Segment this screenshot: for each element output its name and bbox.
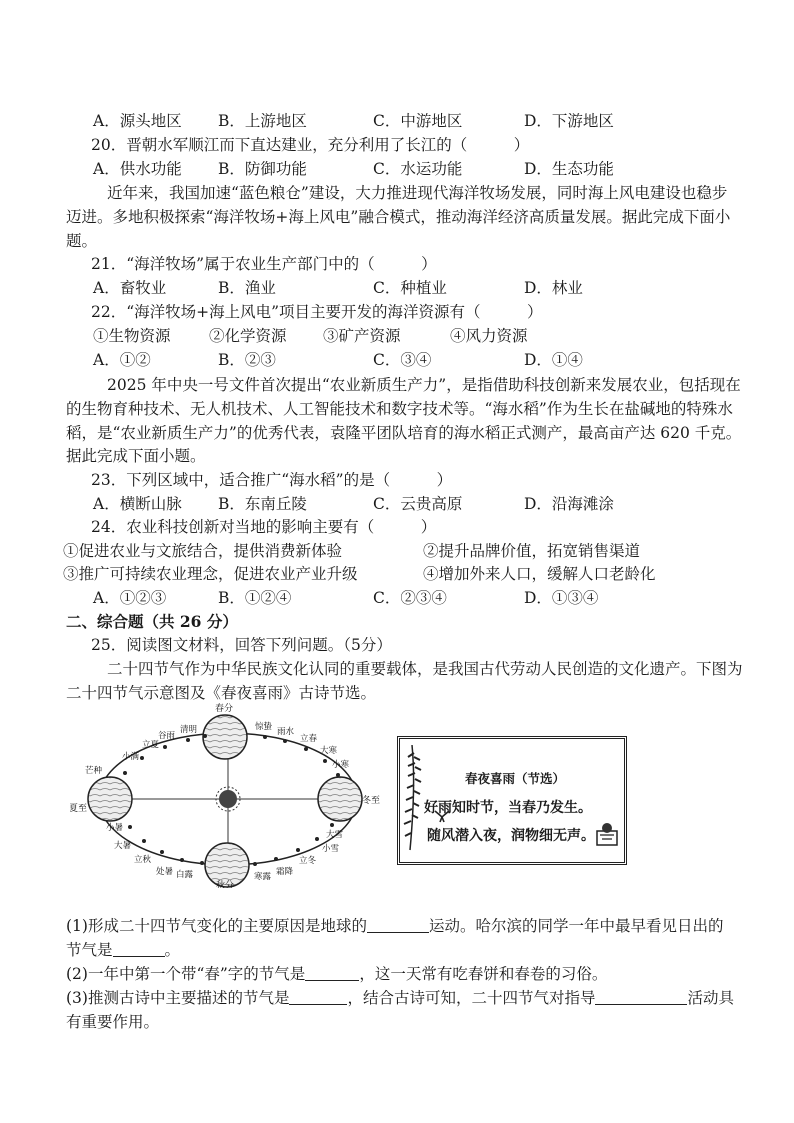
term-jingzhe: 惊蛰 bbox=[255, 722, 273, 732]
earth-dongzhi bbox=[318, 777, 362, 821]
term-xiaoman: 小满 bbox=[122, 752, 140, 762]
term-lixia: 立夏 bbox=[142, 740, 160, 750]
q25-stem: 25．阅读图文材料，回答下列问题。（5分） bbox=[91, 636, 392, 654]
q22-item-4: ④风力资源 bbox=[450, 327, 528, 345]
q20-option-b: B．防御功能 bbox=[218, 160, 307, 178]
term-dashu: 大暑 bbox=[114, 841, 132, 851]
poem-title: 春夜喜雨（节选） bbox=[465, 771, 566, 786]
sub1-line1 bbox=[66, 915, 723, 937]
passage2-line1: 2025 年中央一号文件首次提出“农业新质生产力”，是指借助科技创新来发展农业，包括现在 bbox=[107, 376, 741, 394]
q24-item-3: ③推广可持续农业理念，促进农业产业升级 bbox=[63, 565, 358, 583]
q22-stem: 22．“海洋牧场+海上风电”项目主要开发的海洋资源有（ ） bbox=[91, 303, 543, 321]
q19-option-b: B．上游地区 bbox=[218, 112, 307, 130]
term-chushu: 处暑 bbox=[156, 867, 174, 877]
q24-stem: 24．农业科技创新对当地的影响主要有（ ） bbox=[91, 518, 437, 536]
sub2-text-a: (2)一年中第一个带“春”字的节气是 bbox=[66, 965, 306, 983]
q20-option-c: C．水运功能 bbox=[373, 160, 463, 178]
term-hanlu: 寒露 bbox=[254, 872, 272, 882]
q22-option-a: A．①② bbox=[93, 351, 151, 369]
term-mangzhong: 芒种 bbox=[85, 766, 103, 776]
q22-option-c: C．③④ bbox=[373, 351, 432, 369]
poem-box bbox=[397, 736, 627, 865]
passage1-line2: 迈进。多地积极探索“海洋牧场+海上风电”融合模式，推动海洋经济高质量发展。据此完成下面小 bbox=[66, 208, 731, 226]
term-chunfen: 春分 bbox=[215, 704, 234, 714]
term-xiazhi: 夏至 bbox=[70, 804, 88, 814]
q19-option-c: C．中游地区 bbox=[373, 112, 463, 130]
term-qiufen: 秋分 bbox=[216, 881, 235, 888]
poem-line2: 随风潜入夜，润物细无声。 bbox=[427, 828, 595, 844]
sub3-line1 bbox=[66, 987, 734, 1009]
sub3-blank-1[interactable] bbox=[289, 988, 347, 1005]
term-xiaoxue: 小雪 bbox=[322, 844, 340, 854]
q25-intro-line2: 二十四节气示意图及《春夜喜雨》古诗节选。 bbox=[66, 684, 377, 702]
q22-item-2: ②化学资源 bbox=[209, 327, 287, 345]
term-guyu: 谷雨 bbox=[158, 731, 176, 741]
q20-stem: 20．晋朝水军顺江而下直达建业，充分利用了长江的（ ） bbox=[91, 136, 530, 154]
q22-option-d: D．①④ bbox=[524, 351, 583, 369]
term-liqiu: 立秋 bbox=[134, 855, 152, 865]
sub2-blank[interactable] bbox=[305, 964, 359, 981]
q23-option-a: A．横断山脉 bbox=[93, 495, 182, 513]
q19-option-d: D．下游地区 bbox=[524, 112, 614, 130]
sub1-blank-1[interactable] bbox=[367, 916, 429, 933]
q24-item-4: ④增加外来人口，缓解人口老龄化 bbox=[423, 565, 656, 583]
passage2-line3: 稻，是“农业新质生产力”的优秀代表，袁隆平团队培育的海水稻正式测产，最高亩产达 620 千克。 bbox=[66, 424, 742, 442]
sub1-text-c: 节气是 bbox=[66, 941, 113, 959]
term-lichun: 立春 bbox=[300, 734, 318, 744]
q19-option-a: A．源头地区 bbox=[93, 112, 182, 130]
q21-stem: 21．“海洋牧场”属于农业生产部门中的（ ） bbox=[91, 255, 437, 273]
q23-option-d: D．沿海滩涂 bbox=[524, 495, 614, 513]
term-lidong: 立冬 bbox=[299, 856, 317, 866]
q21-option-c: C．种植业 bbox=[373, 279, 447, 297]
sub1-text-end: 。 bbox=[164, 941, 181, 959]
term-bailu: 白露 bbox=[176, 870, 194, 880]
sub1-text-b: 运动。哈尔滨的同学一年中最早看见日出的 bbox=[428, 917, 724, 935]
q20-option-a: A．供水功能 bbox=[93, 160, 182, 178]
sun-icon bbox=[216, 787, 240, 811]
passage1-line1: 近年来，我国加速“蓝色粮仓”建设，大力推进现代海洋牧场发展，同时海上风电建设也稳步 bbox=[107, 184, 728, 202]
sub3-blank-2[interactable] bbox=[595, 988, 687, 1005]
scholar-figure-icon bbox=[594, 821, 622, 847]
q22-item-1: ①生物资源 bbox=[93, 327, 171, 345]
term-shuangjiang: 霜降 bbox=[276, 867, 294, 877]
term-dahan: 大寒 bbox=[320, 746, 338, 756]
q21-option-a: A．畜牧业 bbox=[93, 279, 167, 297]
term-qingming: 清明 bbox=[180, 725, 198, 735]
q24-option-b: B．①②④ bbox=[218, 589, 292, 607]
q24-option-a: A．①②③ bbox=[93, 589, 167, 607]
term-xiaohan: 小寒 bbox=[332, 760, 350, 770]
solar-terms-diagram bbox=[70, 703, 390, 892]
term-daxue: 大雪 bbox=[326, 830, 344, 840]
section-heading: 二、综合题（共 26 分） bbox=[66, 612, 238, 631]
q23-stem: 23．下列区域中，适合推广“海水稻”的是（ ） bbox=[91, 471, 453, 489]
earth-chunfen bbox=[203, 715, 247, 759]
sub3-text-b: ，结合古诗可知，二十四节气对指导 bbox=[347, 989, 596, 1007]
sub2-line bbox=[66, 963, 607, 985]
sub3-line2: 有重要作用。 bbox=[66, 1013, 160, 1031]
q22-item-3: ③矿产资源 bbox=[323, 327, 401, 345]
sub1-text-a: (1)形成二十四节气变化的主要原因是地球的 bbox=[66, 917, 367, 935]
sub1-blank-2[interactable] bbox=[113, 940, 165, 957]
term-yushui: 雨水 bbox=[277, 727, 295, 737]
term-dongzhi: 冬至 bbox=[362, 796, 381, 806]
sub3-text-c: 活动具 bbox=[687, 989, 734, 1007]
q24-option-d: D．①③④ bbox=[524, 589, 599, 607]
passage2-line2: 的生物育种技术、无人机技术、人工智能技术和数字技术等。“海水稻”作为生长在盐碱地的特殊水 bbox=[66, 400, 733, 418]
term-xiaoshu: 小暑 bbox=[106, 823, 124, 833]
q21-option-d: D．林业 bbox=[524, 279, 583, 297]
sub3-text-a: (3)推测古诗中主要描述的节气是 bbox=[66, 989, 290, 1007]
q24-option-c: C．②③④ bbox=[373, 589, 447, 607]
sub1-line2 bbox=[66, 939, 180, 961]
passage2-line4: 据此完成下面小题。 bbox=[66, 447, 206, 465]
q24-item-1: ①促进农业与文旅结合，提供消费新体验 bbox=[63, 542, 343, 560]
poem-line1: 好雨知时节，当春乃发生。 bbox=[424, 800, 592, 816]
q21-option-b: B．渔业 bbox=[218, 279, 276, 297]
q24-item-2: ②提升品牌价值，拓宽销售渠道 bbox=[423, 542, 641, 560]
q25-intro-line1: 二十四节气作为中华民族文化认同的重要载体，是我国古代劳动人民创造的文化遗产。下图为 bbox=[107, 660, 743, 678]
passage1-line3: 题。 bbox=[66, 232, 98, 250]
earth-xiazhi bbox=[88, 777, 132, 821]
sub2-text-b: ，这一天常有吃春饼和春卷的习俗。 bbox=[359, 965, 608, 983]
q22-option-b: B．②③ bbox=[218, 351, 276, 369]
q23-option-c: C．云贵高原 bbox=[373, 495, 463, 513]
q20-option-d: D．生态功能 bbox=[524, 160, 614, 178]
q23-option-b: B．东南丘陵 bbox=[218, 495, 307, 513]
